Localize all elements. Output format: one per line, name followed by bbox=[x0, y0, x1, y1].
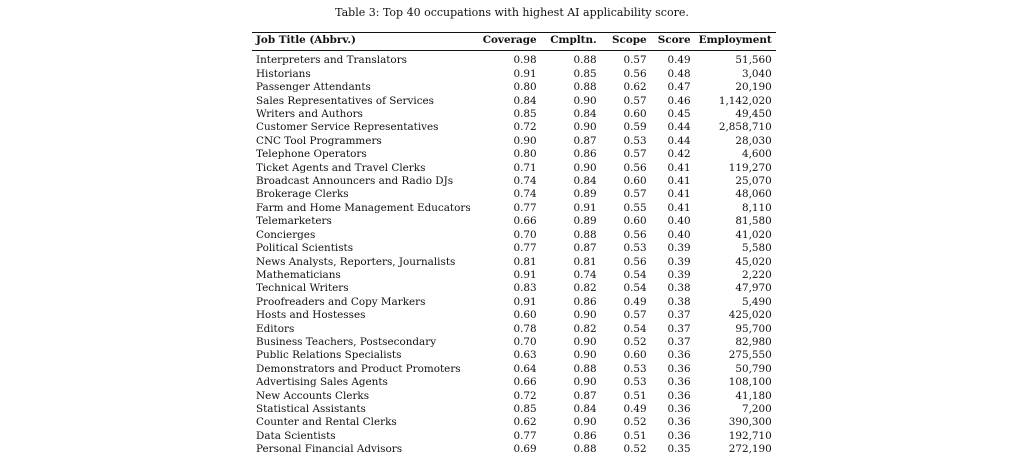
cell-scope: 0.59 bbox=[623, 121, 647, 134]
table-row bbox=[252, 175, 776, 188]
cell-employment: 5,490 bbox=[741, 295, 772, 308]
cell-job-title: Broadcast Announcers and Radio DJs bbox=[256, 175, 454, 188]
cell-employment: 3,040 bbox=[741, 67, 772, 80]
table-row bbox=[252, 256, 776, 269]
cell-scope: 0.51 bbox=[623, 389, 647, 402]
cell-coverage: 0.98 bbox=[513, 54, 537, 67]
cell-job-title: Political Scientists bbox=[256, 242, 354, 255]
cell-job-title: Statistical Assistants bbox=[256, 402, 366, 415]
cell-score: 0.47 bbox=[667, 81, 691, 94]
table-row bbox=[252, 376, 776, 389]
cell-coverage: 0.66 bbox=[513, 215, 537, 228]
cell-coverage: 0.85 bbox=[513, 108, 537, 121]
table-caption: Table 3: Top 40 occupations with highest AI applicability score. bbox=[335, 6, 689, 19]
cell-completion: 0.90 bbox=[573, 121, 597, 134]
table-row bbox=[252, 95, 776, 108]
cell-score: 0.40 bbox=[667, 215, 691, 228]
cell-coverage: 0.69 bbox=[513, 443, 537, 456]
cell-job-title: Interpreters and Translators bbox=[256, 54, 407, 67]
cell-scope: 0.56 bbox=[623, 255, 647, 268]
cell-job-title: Demonstrators and Product Promoters bbox=[256, 362, 461, 375]
cell-score: 0.44 bbox=[667, 121, 691, 134]
cell-employment: 119,270 bbox=[728, 161, 772, 174]
cell-job-title: Telemarketers bbox=[256, 215, 332, 228]
table-row bbox=[252, 229, 776, 242]
cell-coverage: 0.72 bbox=[513, 121, 537, 134]
cell-completion: 0.88 bbox=[573, 54, 597, 67]
cell-score: 0.36 bbox=[667, 389, 691, 402]
cell-coverage: 0.70 bbox=[513, 228, 537, 241]
cell-job-title: Passenger Attendants bbox=[256, 81, 371, 94]
cell-scope: 0.56 bbox=[623, 228, 647, 241]
cell-employment: 47,970 bbox=[735, 282, 772, 295]
table-row bbox=[252, 363, 776, 376]
cell-scope: 0.56 bbox=[623, 67, 647, 80]
table-row bbox=[252, 215, 776, 228]
cell-employment: 7,200 bbox=[741, 402, 772, 415]
table-row bbox=[252, 430, 776, 443]
cell-scope: 0.62 bbox=[623, 81, 647, 94]
cell-coverage: 0.72 bbox=[513, 389, 537, 402]
cell-job-title: News Analysts, Reporters, Journalists bbox=[256, 255, 456, 268]
cell-completion: 0.89 bbox=[573, 215, 597, 228]
cell-scope: 0.57 bbox=[623, 94, 647, 107]
cell-job-title: Data Scientists bbox=[256, 429, 336, 442]
cell-score: 0.41 bbox=[667, 175, 691, 188]
column-header-coverage: Coverage bbox=[482, 34, 537, 46]
table-row bbox=[252, 296, 776, 309]
cell-coverage: 0.70 bbox=[513, 335, 537, 348]
column-header-scope: Scope bbox=[612, 34, 647, 46]
cell-score: 0.39 bbox=[667, 268, 691, 281]
cell-job-title: Proofreaders and Copy Markers bbox=[256, 295, 426, 308]
table-row bbox=[252, 68, 776, 81]
cell-score: 0.41 bbox=[667, 201, 691, 214]
cell-score: 0.37 bbox=[667, 309, 691, 322]
cell-completion: 0.90 bbox=[573, 309, 597, 322]
cell-scope: 0.52 bbox=[623, 335, 647, 348]
cell-employment: 275,550 bbox=[728, 349, 772, 362]
cell-employment: 82,980 bbox=[735, 335, 772, 348]
cell-completion: 0.87 bbox=[573, 134, 597, 147]
cell-scope: 0.57 bbox=[623, 54, 647, 67]
table-row bbox=[252, 108, 776, 121]
cell-score: 0.41 bbox=[667, 188, 691, 201]
table-row bbox=[252, 269, 776, 282]
cell-job-title: Writers and Authors bbox=[256, 108, 363, 121]
cell-coverage: 0.60 bbox=[513, 309, 537, 322]
cell-completion: 0.84 bbox=[573, 108, 597, 121]
cell-score: 0.36 bbox=[667, 416, 691, 429]
cell-scope: 0.52 bbox=[623, 443, 647, 456]
cell-employment: 81,580 bbox=[735, 215, 772, 228]
cell-scope: 0.56 bbox=[623, 161, 647, 174]
cell-scope: 0.54 bbox=[623, 268, 647, 281]
cell-score: 0.40 bbox=[667, 228, 691, 241]
cell-job-title: Ticket Agents and Travel Clerks bbox=[256, 161, 426, 174]
cell-employment: 108,100 bbox=[728, 376, 772, 389]
cell-completion: 0.88 bbox=[573, 443, 597, 456]
cell-completion: 0.84 bbox=[573, 175, 597, 188]
cell-score: 0.38 bbox=[667, 295, 691, 308]
cell-employment: 272,190 bbox=[728, 443, 772, 456]
cell-coverage: 0.91 bbox=[513, 67, 537, 80]
cell-employment: 20,190 bbox=[735, 81, 772, 94]
cell-score: 0.41 bbox=[667, 161, 691, 174]
table-row bbox=[252, 162, 776, 175]
cell-completion: 0.90 bbox=[573, 161, 597, 174]
cell-score: 0.45 bbox=[667, 108, 691, 121]
cell-completion: 0.90 bbox=[573, 416, 597, 429]
cell-job-title: Editors bbox=[256, 322, 295, 335]
column-header-score: Score bbox=[657, 34, 691, 46]
cell-completion: 0.81 bbox=[573, 255, 597, 268]
cell-coverage: 0.83 bbox=[513, 282, 537, 295]
cell-score: 0.37 bbox=[667, 335, 691, 348]
cell-job-title: New Accounts Clerks bbox=[256, 389, 370, 402]
cell-employment: 41,020 bbox=[735, 228, 772, 241]
cell-employment: 5,580 bbox=[741, 242, 772, 255]
cell-coverage: 0.80 bbox=[513, 81, 537, 94]
table-row bbox=[252, 51, 776, 68]
cell-completion: 0.88 bbox=[573, 81, 597, 94]
cell-scope: 0.53 bbox=[623, 134, 647, 147]
table-body bbox=[252, 51, 776, 457]
cell-completion: 0.90 bbox=[573, 335, 597, 348]
cell-score: 0.38 bbox=[667, 282, 691, 295]
cell-employment: 425,020 bbox=[728, 309, 772, 322]
table-row bbox=[252, 390, 776, 403]
table-row bbox=[252, 443, 776, 456]
table-row bbox=[252, 121, 776, 134]
cell-completion: 0.86 bbox=[573, 295, 597, 308]
cell-job-title: Advertising Sales Agents bbox=[256, 376, 388, 389]
cell-job-title: Brokerage Clerks bbox=[256, 188, 349, 201]
table-row bbox=[252, 135, 776, 148]
cell-scope: 0.53 bbox=[623, 362, 647, 375]
table-row bbox=[252, 416, 776, 429]
cell-job-title: Historians bbox=[256, 67, 311, 80]
cell-scope: 0.51 bbox=[623, 429, 647, 442]
cell-job-title: Telephone Operators bbox=[256, 148, 367, 161]
cell-employment: 48,060 bbox=[735, 188, 772, 201]
cell-employment: 390,300 bbox=[728, 416, 772, 429]
column-header-employment: Employment bbox=[698, 34, 772, 46]
cell-coverage: 0.64 bbox=[513, 362, 537, 375]
cell-coverage: 0.77 bbox=[513, 242, 537, 255]
cell-coverage: 0.80 bbox=[513, 148, 537, 161]
cell-job-title: Customer Service Representatives bbox=[256, 121, 439, 134]
cell-job-title: Personal Financial Advisors bbox=[256, 443, 403, 456]
table-row bbox=[252, 188, 776, 201]
cell-score: 0.39 bbox=[667, 242, 691, 255]
cell-coverage: 0.81 bbox=[513, 255, 537, 268]
cell-completion: 0.88 bbox=[573, 362, 597, 375]
cell-job-title: Hosts and Hostesses bbox=[256, 309, 366, 322]
cell-score: 0.36 bbox=[667, 362, 691, 375]
occupations-table bbox=[252, 32, 776, 457]
cell-employment: 192,710 bbox=[728, 429, 772, 442]
cell-employment: 45,020 bbox=[735, 255, 772, 268]
cell-completion: 0.74 bbox=[573, 268, 597, 281]
cell-scope: 0.60 bbox=[623, 215, 647, 228]
cell-coverage: 0.71 bbox=[513, 161, 537, 174]
cell-employment: 41,180 bbox=[735, 389, 772, 402]
cell-scope: 0.53 bbox=[623, 376, 647, 389]
cell-scope: 0.54 bbox=[623, 282, 647, 295]
cell-completion: 0.91 bbox=[573, 201, 597, 214]
cell-employment: 49,450 bbox=[735, 108, 772, 121]
cell-coverage: 0.85 bbox=[513, 402, 537, 415]
cell-job-title: Business Teachers, Postsecondary bbox=[256, 335, 437, 348]
cell-scope: 0.57 bbox=[623, 188, 647, 201]
cell-scope: 0.60 bbox=[623, 349, 647, 362]
cell-scope: 0.49 bbox=[623, 402, 647, 415]
cell-completion: 0.90 bbox=[573, 376, 597, 389]
cell-scope: 0.52 bbox=[623, 416, 647, 429]
table-row bbox=[252, 403, 776, 416]
cell-completion: 0.82 bbox=[573, 322, 597, 335]
table-row bbox=[252, 81, 776, 94]
cell-score: 0.44 bbox=[667, 134, 691, 147]
cell-job-title: Sales Representatives of Services bbox=[256, 94, 434, 107]
cell-score: 0.42 bbox=[667, 148, 691, 161]
cell-coverage: 0.74 bbox=[513, 188, 537, 201]
cell-job-title: Public Relations Specialists bbox=[256, 349, 402, 362]
cell-scope: 0.60 bbox=[623, 175, 647, 188]
cell-completion: 0.87 bbox=[573, 242, 597, 255]
cell-job-title: Technical Writers bbox=[256, 282, 349, 295]
cell-score: 0.36 bbox=[667, 402, 691, 415]
cell-coverage: 0.90 bbox=[513, 134, 537, 147]
table-row bbox=[252, 336, 776, 349]
cell-employment: 50,790 bbox=[735, 362, 772, 375]
cell-job-title: Concierges bbox=[256, 228, 316, 241]
cell-employment: 2,858,710 bbox=[718, 121, 772, 134]
cell-scope: 0.57 bbox=[623, 309, 647, 322]
table-row bbox=[252, 349, 776, 362]
cell-employment: 25,070 bbox=[735, 175, 772, 188]
cell-completion: 0.90 bbox=[573, 349, 597, 362]
cell-completion: 0.86 bbox=[573, 429, 597, 442]
table-row bbox=[252, 202, 776, 215]
column-header-completion: Cmpltn. bbox=[550, 34, 597, 46]
cell-coverage: 0.84 bbox=[513, 94, 537, 107]
cell-employment: 4,600 bbox=[741, 148, 772, 161]
column-header-job-title: Job Title (Abbrv.) bbox=[256, 34, 356, 46]
cell-completion: 0.88 bbox=[573, 228, 597, 241]
cell-job-title: Farm and Home Management Educators bbox=[256, 201, 471, 214]
cell-job-title: Mathematicians bbox=[256, 268, 341, 281]
cell-job-title: CNC Tool Programmers bbox=[256, 134, 382, 147]
cell-coverage: 0.91 bbox=[513, 268, 537, 281]
cell-coverage: 0.77 bbox=[513, 201, 537, 214]
cell-scope: 0.53 bbox=[623, 242, 647, 255]
cell-employment: 51,560 bbox=[735, 54, 772, 67]
cell-employment: 28,030 bbox=[735, 134, 772, 147]
cell-coverage: 0.78 bbox=[513, 322, 537, 335]
cell-employment: 1,142,020 bbox=[718, 94, 772, 107]
table-row bbox=[252, 242, 776, 255]
cell-scope: 0.55 bbox=[623, 201, 647, 214]
cell-scope: 0.54 bbox=[623, 322, 647, 335]
cell-score: 0.46 bbox=[667, 94, 691, 107]
cell-coverage: 0.74 bbox=[513, 175, 537, 188]
cell-score: 0.37 bbox=[667, 322, 691, 335]
cell-coverage: 0.77 bbox=[513, 429, 537, 442]
cell-completion: 0.87 bbox=[573, 389, 597, 402]
cell-completion: 0.85 bbox=[573, 67, 597, 80]
cell-score: 0.36 bbox=[667, 429, 691, 442]
cell-coverage: 0.91 bbox=[513, 295, 537, 308]
cell-scope: 0.57 bbox=[623, 148, 647, 161]
cell-completion: 0.89 bbox=[573, 188, 597, 201]
cell-score: 0.36 bbox=[667, 376, 691, 389]
table-row bbox=[252, 282, 776, 295]
cell-scope: 0.60 bbox=[623, 108, 647, 121]
table-row bbox=[252, 148, 776, 161]
cell-score: 0.49 bbox=[667, 54, 691, 67]
table-row bbox=[252, 323, 776, 336]
cell-coverage: 0.66 bbox=[513, 376, 537, 389]
cell-employment: 95,700 bbox=[735, 322, 772, 335]
cell-scope: 0.49 bbox=[623, 295, 647, 308]
cell-score: 0.35 bbox=[667, 443, 691, 456]
cell-score: 0.48 bbox=[667, 67, 691, 80]
cell-completion: 0.90 bbox=[573, 94, 597, 107]
cell-completion: 0.82 bbox=[573, 282, 597, 295]
table-header-row bbox=[252, 33, 776, 51]
cell-coverage: 0.63 bbox=[513, 349, 537, 362]
cell-score: 0.36 bbox=[667, 349, 691, 362]
cell-employment: 2,220 bbox=[741, 268, 772, 281]
cell-employment: 8,110 bbox=[741, 201, 772, 214]
cell-coverage: 0.62 bbox=[513, 416, 537, 429]
cell-completion: 0.86 bbox=[573, 148, 597, 161]
table-row bbox=[252, 309, 776, 322]
cell-job-title: Counter and Rental Clerks bbox=[256, 416, 397, 429]
cell-completion: 0.84 bbox=[573, 402, 597, 415]
cell-score: 0.39 bbox=[667, 255, 691, 268]
